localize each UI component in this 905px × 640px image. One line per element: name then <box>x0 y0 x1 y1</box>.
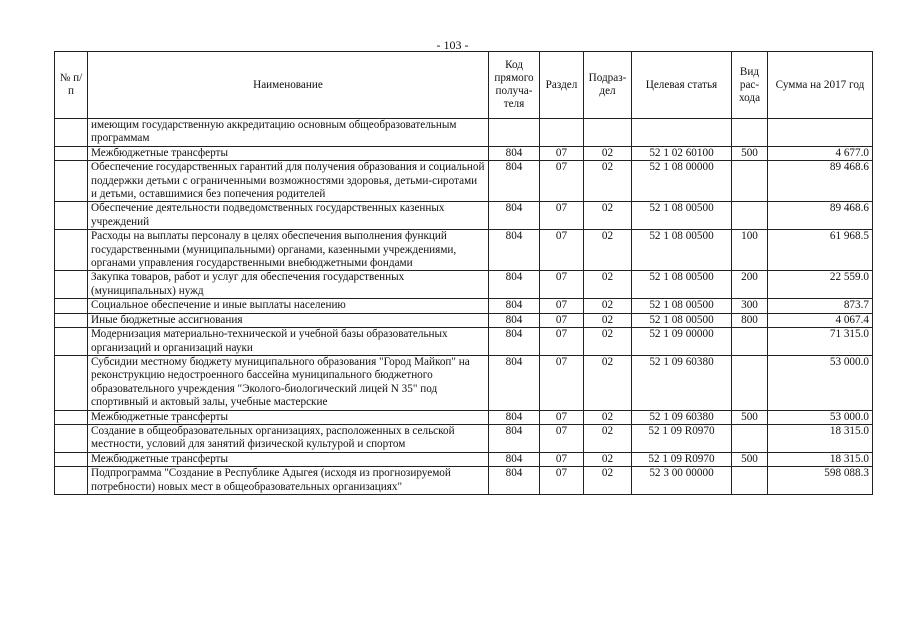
table-row <box>55 355 873 410</box>
cell-num <box>55 328 88 356</box>
cell-target-article: 52 3 00 00000 <box>632 467 732 495</box>
cell-razdel: 07 <box>540 467 584 495</box>
cell-num <box>55 355 88 410</box>
cell-sum: 18 315.0 <box>768 424 873 452</box>
cell-code: 804 <box>489 452 540 466</box>
cell-expense-type: 300 <box>732 299 768 313</box>
cell-code: 804 <box>489 299 540 313</box>
cell-name: Субсидии местному бюджету муниципального образования "Город Майкоп" на реконструкцию недостроенного бассейна муниципального бюджетного образовательного учреждения "Эколого-биологический лицей N 35" под спортивный и актовый залы, учебные мастерские <box>88 355 489 410</box>
cell-code: 804 <box>489 271 540 299</box>
cell-code: 804 <box>489 355 540 410</box>
header-razdel: Раздел <box>540 52 584 119</box>
cell-podrazdel: 02 <box>584 467 632 495</box>
cell-razdel: 07 <box>540 452 584 466</box>
cell-razdel: 07 <box>540 299 584 313</box>
cell-name: Межбюджетные трансферты <box>88 146 489 160</box>
cell-razdel: 07 <box>540 328 584 356</box>
cell-razdel: 07 <box>540 410 584 424</box>
cell-num <box>55 230 88 271</box>
header-podrazdel: Подраз-дел <box>584 52 632 119</box>
cell-code: 804 <box>489 161 540 202</box>
cell-podrazdel: 02 <box>584 271 632 299</box>
table-row <box>55 146 873 160</box>
cell-podrazdel: 02 <box>584 452 632 466</box>
cell-expense-type: 500 <box>732 410 768 424</box>
page-number: - 103 - <box>436 38 469 52</box>
cell-num <box>55 119 88 147</box>
cell-num <box>55 271 88 299</box>
cell-razdel: 07 <box>540 424 584 452</box>
cell-razdel: 07 <box>540 271 584 299</box>
cell-expense-type <box>732 328 768 356</box>
header-code: Код прямого получа-теля <box>489 52 540 119</box>
cell-target-article: 52 1 08 00500 <box>632 271 732 299</box>
table-row <box>55 299 873 313</box>
cell-target-article: 52 1 09 00000 <box>632 328 732 356</box>
cell-sum: 22 559.0 <box>768 271 873 299</box>
cell-code: 804 <box>489 230 540 271</box>
cell-podrazdel: 02 <box>584 230 632 271</box>
cell-name: Создание в общеобразовательных организациях, расположенных в сельской местности, условий для занятий физической культурой и спортом <box>88 424 489 452</box>
table-row <box>55 452 873 466</box>
table-row <box>55 410 873 424</box>
cell-target-article: 52 1 08 00500 <box>632 202 732 230</box>
cell-podrazdel: 02 <box>584 424 632 452</box>
table-row <box>55 313 873 327</box>
cell-name: Межбюджетные трансферты <box>88 410 489 424</box>
cell-name: Иные бюджетные ассигнования <box>88 313 489 327</box>
cell-target-article: 52 1 08 00500 <box>632 313 732 327</box>
cell-num <box>55 452 88 466</box>
table-row <box>55 271 873 299</box>
cell-sum: 873.7 <box>768 299 873 313</box>
cell-razdel: 07 <box>540 202 584 230</box>
cell-name: Обеспечение государственных гарантий для получения образования и социальной поддержки детьми с ограниченными возможностями здоровья, детьми-сиротами и детьми, оставшимися без попечения родителей <box>88 161 489 202</box>
cell-podrazdel: 02 <box>584 299 632 313</box>
cell-code: 804 <box>489 146 540 160</box>
cell-expense-type <box>732 355 768 410</box>
cell-num <box>55 161 88 202</box>
cell-name: имеющим государственную аккредитацию основным общеобразовательным программам <box>88 119 489 147</box>
cell-name: Расходы на выплаты персоналу в целях обеспечения выполнения функций государственными (муниципальными) органами, казенными учреждениями, органами управления государственными внебюджетными фондами <box>88 230 489 271</box>
table-row <box>55 119 873 147</box>
cell-name: Подпрограмма "Создание в Республике Адыгея (исходя из прогнозируемой потребности) новых мест в общеобразовательных организациях" <box>88 467 489 495</box>
table-row <box>55 328 873 356</box>
cell-sum: 61 968.5 <box>768 230 873 271</box>
cell-code: 804 <box>489 410 540 424</box>
table-row <box>55 424 873 452</box>
cell-sum: 89 468.6 <box>768 202 873 230</box>
cell-target-article: 52 1 09 60380 <box>632 355 732 410</box>
cell-expense-type <box>732 119 768 147</box>
cell-razdel: 07 <box>540 230 584 271</box>
cell-code: 804 <box>489 467 540 495</box>
cell-target-article: 52 1 08 00500 <box>632 299 732 313</box>
cell-expense-type: 500 <box>732 146 768 160</box>
cell-sum: 4 067.4 <box>768 313 873 327</box>
cell-podrazdel: 02 <box>584 313 632 327</box>
cell-sum: 89 468.6 <box>768 161 873 202</box>
cell-sum: 53 000.0 <box>768 410 873 424</box>
cell-sum <box>768 119 873 147</box>
table-row <box>55 467 873 495</box>
table-row <box>55 202 873 230</box>
cell-razdel: 07 <box>540 161 584 202</box>
cell-razdel: 07 <box>540 355 584 410</box>
cell-num <box>55 146 88 160</box>
cell-target-article: 52 1 08 00000 <box>632 161 732 202</box>
cell-razdel: 07 <box>540 313 584 327</box>
cell-sum: 18 315.0 <box>768 452 873 466</box>
cell-num <box>55 467 88 495</box>
table-row <box>55 230 873 271</box>
cell-sum: 598 088.3 <box>768 467 873 495</box>
cell-podrazdel: 02 <box>584 410 632 424</box>
cell-num <box>55 299 88 313</box>
cell-podrazdel: 02 <box>584 161 632 202</box>
cell-sum: 4 677.0 <box>768 146 873 160</box>
table-row <box>55 161 873 202</box>
cell-target-article: 52 1 09 60380 <box>632 410 732 424</box>
cell-expense-type: 800 <box>732 313 768 327</box>
cell-num <box>55 424 88 452</box>
cell-expense-type: 500 <box>732 452 768 466</box>
cell-expense-type <box>732 467 768 495</box>
cell-expense-type <box>732 424 768 452</box>
cell-sum: 53 000.0 <box>768 355 873 410</box>
cell-target-article <box>632 119 732 147</box>
cell-target-article: 52 1 09 R0970 <box>632 424 732 452</box>
header-name: Наименование <box>88 52 489 119</box>
cell-podrazdel: 02 <box>584 202 632 230</box>
cell-num <box>55 202 88 230</box>
cell-razdel <box>540 119 584 147</box>
cell-code <box>489 119 540 147</box>
cell-target-article: 52 1 08 00500 <box>632 230 732 271</box>
cell-expense-type: 200 <box>732 271 768 299</box>
cell-code: 804 <box>489 313 540 327</box>
cell-name: Модернизация материально-технической и учебной базы образовательных организаций и организаций науки <box>88 328 489 356</box>
header-sum: Сумма на 2017 год <box>768 52 873 119</box>
cell-podrazdel: 02 <box>584 146 632 160</box>
cell-name: Социальное обеспечение и иные выплаты населению <box>88 299 489 313</box>
cell-name: Обеспечение деятельности подведомственных государственных казенных учреждений <box>88 202 489 230</box>
cell-razdel: 07 <box>540 146 584 160</box>
cell-name: Межбюджетные трансферты <box>88 452 489 466</box>
cell-num <box>55 313 88 327</box>
cell-expense-type <box>732 161 768 202</box>
cell-code: 804 <box>489 328 540 356</box>
cell-sum: 71 315.0 <box>768 328 873 356</box>
cell-podrazdel: 02 <box>584 328 632 356</box>
header-num: № п/п <box>55 52 88 119</box>
header-vid: Вид рас-хода <box>732 52 768 119</box>
cell-target-article: 52 1 02 60100 <box>632 146 732 160</box>
cell-num <box>55 410 88 424</box>
cell-expense-type <box>732 202 768 230</box>
cell-podrazdel: 02 <box>584 355 632 410</box>
cell-target-article: 52 1 09 R0970 <box>632 452 732 466</box>
table-header-row <box>55 52 873 119</box>
cell-expense-type: 100 <box>732 230 768 271</box>
cell-code: 804 <box>489 424 540 452</box>
cell-code: 804 <box>489 202 540 230</box>
budget-table <box>54 51 873 495</box>
header-cel: Целевая статья <box>632 52 732 119</box>
cell-podrazdel <box>584 119 632 147</box>
cell-name: Закупка товаров, работ и услуг для обеспечения государственных (муниципальных) нужд <box>88 271 489 299</box>
